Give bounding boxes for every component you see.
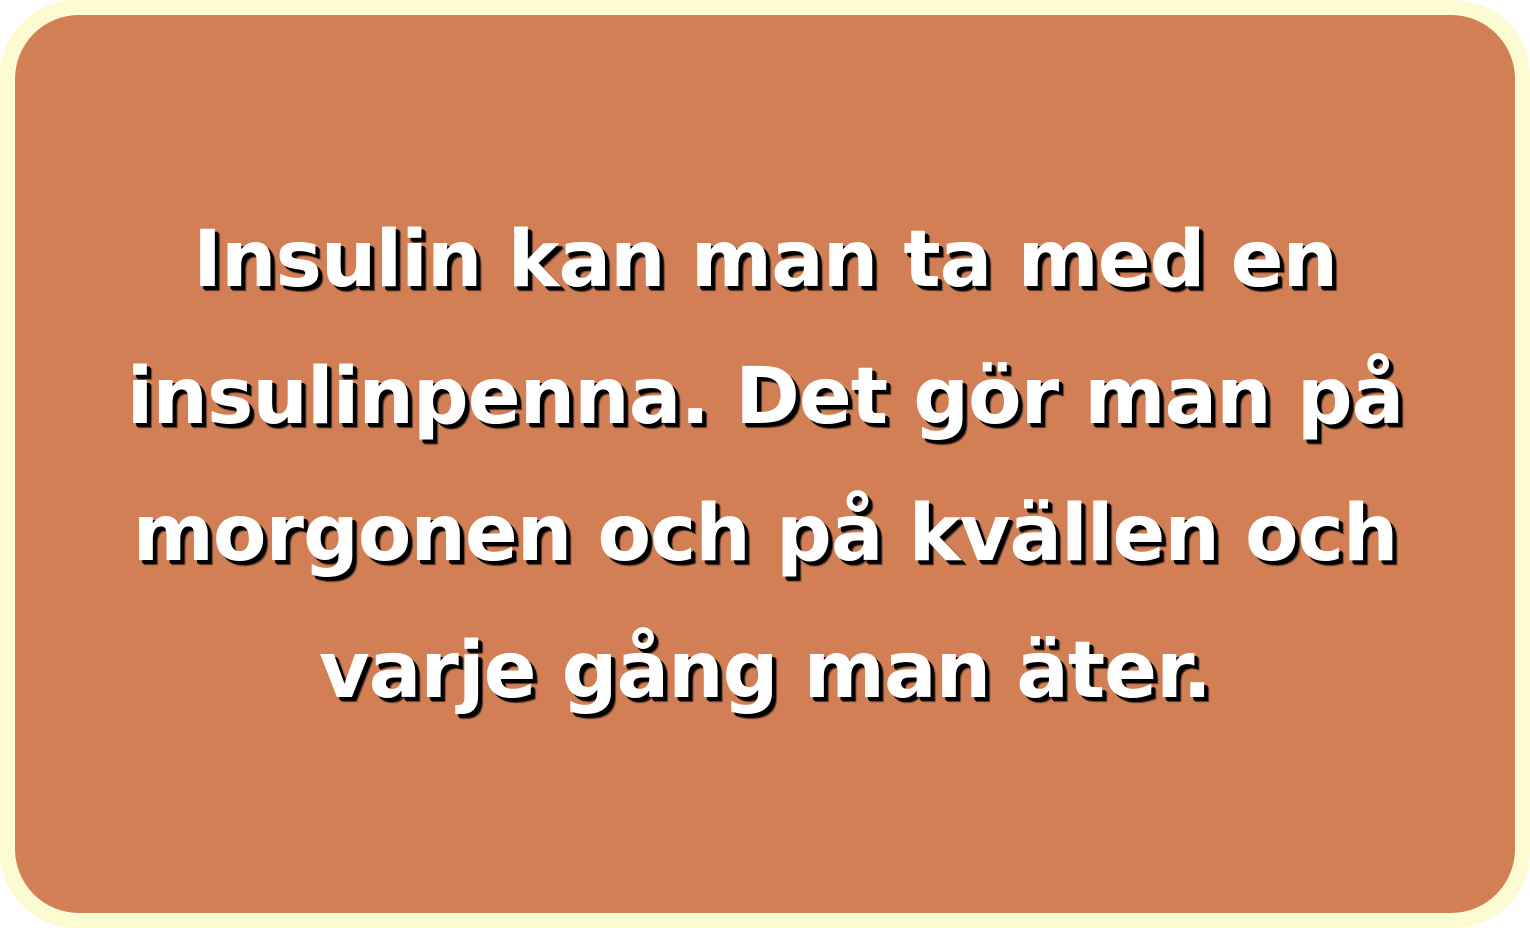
card-body [15, 15, 1515, 913]
message-line-3: morgonen och på kvällen och [132, 489, 1398, 579]
message-line-4: varje gång man äter. [318, 626, 1212, 716]
message-line-2: insulinpenna. Det gör man på [126, 352, 1404, 442]
card-message [45, 192, 1485, 740]
message-line-1: Insulin kan man ta med en [192, 215, 1338, 305]
